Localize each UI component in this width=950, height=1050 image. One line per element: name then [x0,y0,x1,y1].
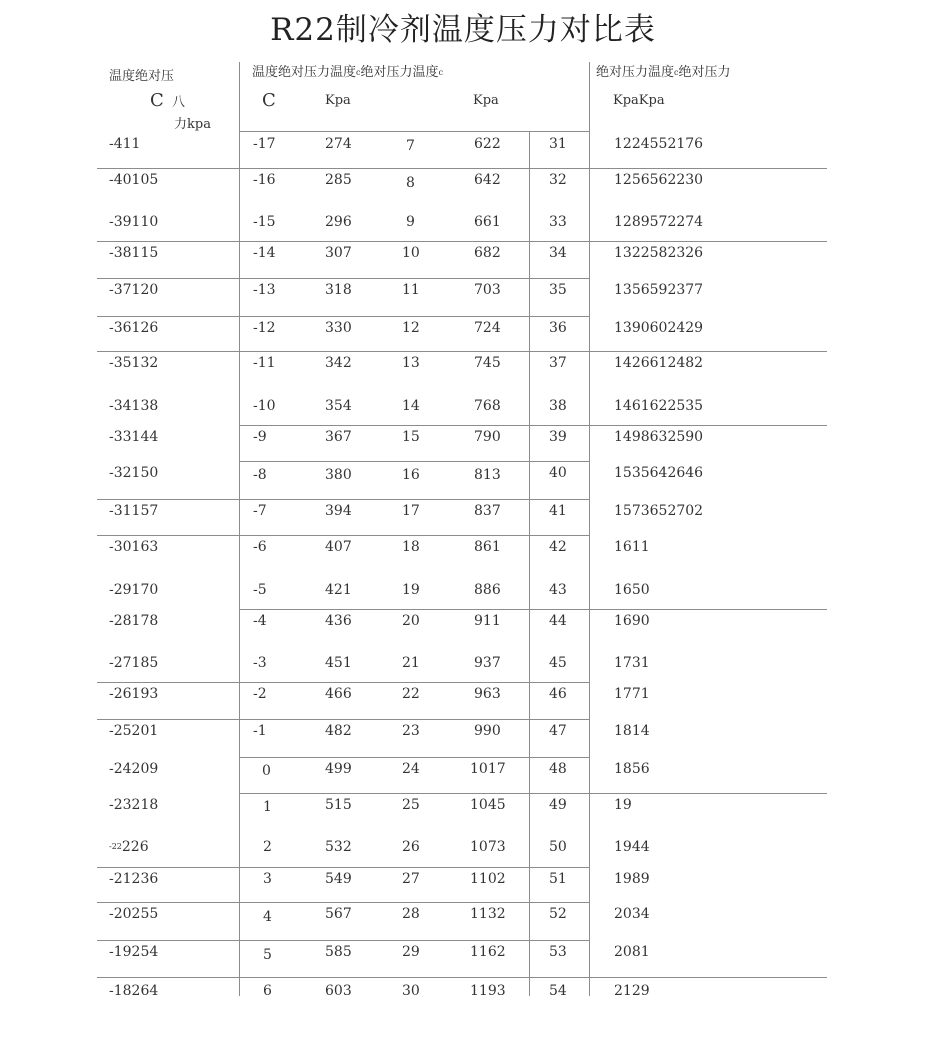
cell-r2-c3: 285 [325,172,352,188]
cell-r4-c6: 34 [549,245,567,261]
table-rule [97,168,827,169]
header-right-line2: KpaKpa [613,93,665,108]
cell-r11-c7: 1573652702 [614,503,704,519]
cell-r18-c2: 0 [262,763,271,779]
cell-r23-c2: 5 [263,947,272,963]
cell-r4-c7: 1322582326 [614,245,704,261]
table-rule [97,316,589,317]
cell-r16-c3: 466 [325,686,352,702]
cell-r17-c1: -25201 [109,723,159,739]
cell-r7-c3: 342 [325,355,352,371]
cell-r14-c7: 1690 [614,613,650,629]
cell-r4-c3: 307 [325,245,352,261]
cell-r3-c1: -39110 [109,214,159,230]
cell-r6-c1: -36126 [109,320,159,336]
cell-r23-c5: 1162 [470,944,506,960]
cell-r21-c3: 549 [325,871,352,887]
header-mid-unit: C [262,90,276,111]
cell-r15-c7: 1731 [614,655,650,671]
cell-r9-c5: 790 [474,429,501,445]
cell-r13-c4: 19 [402,582,420,598]
cell-r17-c3: 482 [325,723,352,739]
cell-r2-c1: -40105 [109,172,159,188]
cell-r22-c7: 2034 [614,906,650,922]
cell-r12-c5: 861 [474,539,501,555]
cell-r3-c6: 33 [549,214,567,230]
cell-r19-c4: 25 [402,797,420,813]
cell-r12-c4: 18 [402,539,420,555]
cell-r1-c6: 31 [549,136,567,152]
table-rule [239,461,589,462]
cell-r4-c1: -38115 [109,245,159,261]
cell-r15-c6: 45 [549,655,567,671]
cell-r10-c4: 16 [402,467,420,483]
cell-r24-c3: 603 [325,983,352,999]
cell-r7-c6: 37 [549,355,567,371]
cell-r6-c2: -12 [253,320,276,336]
cell-r14-c2: -4 [253,613,267,629]
cell-r1-c1: -411 [109,136,141,152]
cell-r6-c5: 724 [474,320,501,336]
cell-r3-c2: -15 [253,214,276,230]
cell-r14-c4: 20 [402,613,420,629]
cell-r5-c4: 11 [402,282,420,298]
table-rule [97,867,589,868]
table-rule [97,278,589,279]
cell-r8-c1: -34138 [109,398,159,414]
cell-r16-c7: 1771 [614,686,650,702]
cell-r14-c1: -28178 [109,613,159,629]
table-rule [97,535,589,536]
cell-r13-c7: 1650 [614,582,650,598]
table-rule [239,425,827,426]
cell-r13-c1: -29170 [109,582,159,598]
cell-r20-c4: 26 [402,839,420,855]
cell-r18-c1: -24209 [109,761,159,777]
cell-r21-c7: 1989 [614,871,650,887]
cell-r21-c5: 1102 [470,871,506,887]
cell-r24-c2: 6 [263,983,272,999]
cell-r12-c3: 407 [325,539,352,555]
cell-r19-c6: 49 [549,797,567,813]
cell-r11-c1: -31157 [109,503,159,519]
header-col1-line3: 力kpa [174,117,211,132]
cell-r5-c5: 703 [474,282,501,298]
table-rule [97,241,827,242]
cell-r24-c6: 54 [549,983,567,999]
cell-r10-c5: 813 [474,467,501,483]
header-mid-line1: 温度绝对压力温度$^c$绝对压力温度$^c$ [252,65,443,80]
cell-r18-c3: 499 [325,761,352,777]
cell-r7-c1: -35132 [109,355,159,371]
cell-r20-c3: 532 [325,839,352,855]
cell-r6-c7: 1390602429 [614,320,704,336]
cell-r16-c6: 46 [549,686,567,702]
cell-r22-c2: 4 [263,909,272,925]
cell-r1-c4: 7 [406,138,415,154]
table-rule [97,902,589,903]
cell-r13-c6: 43 [549,582,567,598]
cell-r17-c2: -1 [253,723,267,739]
table-rule [239,609,827,610]
cell-r7-c7: 1426612482 [614,355,704,371]
cell-r11-c4: 17 [402,503,420,519]
cell-r5-c6: 35 [549,282,567,298]
cell-r24-c4: 30 [402,983,420,999]
cell-r11-c6: 41 [549,503,567,519]
cell-r17-c6: 47 [549,723,567,739]
cell-r23-c4: 29 [402,944,420,960]
cell-r8-c5: 768 [474,398,501,414]
table-rule [239,131,589,132]
cell-r4-c5: 682 [474,245,501,261]
cell-r19-c5: 1045 [470,797,506,813]
cell-r6-c4: 12 [402,320,420,336]
header-kpa-1: Kpa [325,93,351,108]
cell-r17-c5: 990 [474,723,501,739]
cell-r2-c7: 1256562230 [614,172,704,188]
cell-r5-c2: -13 [253,282,276,298]
cell-r9-c1: -33144 [109,429,159,445]
cell-r14-c5: 911 [474,613,501,629]
cell-r24-c5: 1193 [470,983,506,999]
cell-r8-c3: 354 [325,398,352,414]
cell-r13-c3: 421 [325,582,352,598]
header-col1-mark: 八 [172,95,186,110]
cell-r18-c5: 1017 [470,761,506,777]
cell-r21-c2: 3 [263,871,272,887]
cell-r12-c1: -30163 [109,539,159,555]
cell-r16-c1: -26193 [109,686,159,702]
table-rule [97,940,589,941]
cell-r20-c6: 50 [549,839,567,855]
cell-r20-c2: 2 [263,839,272,855]
cell-r19-c7: 19 [614,797,632,813]
cell-r7-c5: 745 [474,355,501,371]
cell-r13-c5: 886 [474,582,501,598]
cell-r19-c2: 1 [263,799,272,815]
cell-r9-c3: 367 [325,429,352,445]
cell-r3-c5: 661 [474,214,501,230]
cell-r21-c4: 27 [402,871,420,887]
cell-r15-c4: 21 [402,655,420,671]
cell-r3-c4: 9 [406,214,415,230]
cell-r19-c1: -23218 [109,797,159,813]
cell-r6-c3: 330 [325,320,352,336]
cell-r4-c4: 10 [402,245,420,261]
cell-r22-c5: 1132 [470,906,506,922]
cell-r8-c6: 38 [549,398,567,414]
cell-r17-c4: 23 [402,723,420,739]
cell-r9-c2: -9 [253,429,267,445]
cell-r3-c3: 296 [325,214,352,230]
cell-r11-c2: -7 [253,503,267,519]
cell-r4-c2: -14 [253,245,276,261]
cell-r2-c4: 8 [406,175,415,191]
cell-r8-c4: 14 [402,398,420,414]
cell-r1-c5: 622 [474,136,501,152]
cell-r16-c4: 22 [402,686,420,702]
cell-r24-c7: 2129 [614,983,650,999]
cell-r5-c7: 1356592377 [614,282,704,298]
cell-r10-c3: 380 [325,467,352,483]
cell-r13-c2: -5 [253,582,267,598]
cell-r23-c3: 585 [325,944,352,960]
cell-r9-c4: 15 [402,429,420,445]
cell-r9-c7: 1498632590 [614,429,704,445]
cell-r7-c4: 13 [402,355,420,371]
cell-r17-c7: 1814 [614,723,650,739]
cell-r5-c1: -37120 [109,282,159,298]
cell-r5-c3: 318 [325,282,352,298]
cell-r7-c2: -11 [253,355,276,371]
cell-r14-c6: 44 [549,613,567,629]
cell-r15-c1: -27185 [109,655,159,671]
cell-r10-c7: 1535642646 [614,465,704,481]
table-rule [97,351,827,352]
header-kpa-2: Kpa [473,93,499,108]
header-col1-unit: C [150,90,164,111]
cell-r10-c2: -8 [253,467,267,483]
cell-r10-c1: -32150 [109,465,159,481]
header-right-line1: 绝对压力温度$^c$绝对压力 [596,65,731,80]
cell-r19-c3: 515 [325,797,352,813]
cell-r10-c6: 40 [549,465,567,481]
cell-r6-c6: 36 [549,320,567,336]
table-rule [97,682,589,683]
cell-r15-c5: 937 [474,655,501,671]
cell-r23-c1: -19254 [109,944,159,960]
cell-r15-c3: 451 [325,655,352,671]
cell-r12-c6: 42 [549,539,567,555]
cell-r1-c7: 1224552176 [614,136,704,152]
cell-r21-c1: -21236 [109,871,159,887]
cell-r20-c5: 1073 [470,839,506,855]
cell-r9-c6: 39 [549,429,567,445]
cell-r15-c2: -3 [253,655,267,671]
table-rule [239,62,240,996]
cell-r2-c5: 642 [474,172,501,188]
cell-r12-c2: -6 [253,539,267,555]
header-col1-line1: 温度绝对压 [109,69,175,84]
cell-r23-c7: 2081 [614,944,650,960]
cell-r16-c2: -2 [253,686,267,702]
cell-r22-c1: -20255 [109,906,159,922]
cell-r18-c7: 1856 [614,761,650,777]
cell-r2-c2: -16 [253,172,276,188]
cell-r8-c2: -10 [253,398,276,414]
table-rule [589,62,590,996]
cell-r18-c6: 48 [549,761,567,777]
cell-r22-c3: 567 [325,906,352,922]
cell-r1-c2: -17 [253,136,276,152]
cell-r14-c3: 436 [325,613,352,629]
table-rule [97,977,827,978]
cell-r20-c7: 1944 [614,839,650,855]
cell-r20-c1: $^{-22}$226 [109,839,149,855]
cell-r8-c7: 1461622535 [614,398,704,414]
cell-r12-c7: 1611 [614,539,650,555]
table-rule [97,719,589,720]
cell-r16-c5: 963 [474,686,501,702]
cell-r11-c5: 837 [474,503,501,519]
cell-r3-c7: 1289572274 [614,214,704,230]
cell-r22-c4: 28 [402,906,420,922]
cell-r23-c6: 53 [549,944,567,960]
cell-r11-c3: 394 [325,503,352,519]
cell-r22-c6: 52 [549,906,567,922]
cell-r1-c3: 274 [325,136,352,152]
table-rule [97,499,589,500]
cell-r21-c6: 51 [549,871,567,887]
table-rule [239,757,589,758]
table-rule [239,793,827,794]
cell-r2-c6: 32 [549,172,567,188]
cell-r24-c1: -18264 [109,983,159,999]
page-title: R22制冷剂温度压力对比表 [270,12,656,48]
cell-r18-c4: 24 [402,761,420,777]
